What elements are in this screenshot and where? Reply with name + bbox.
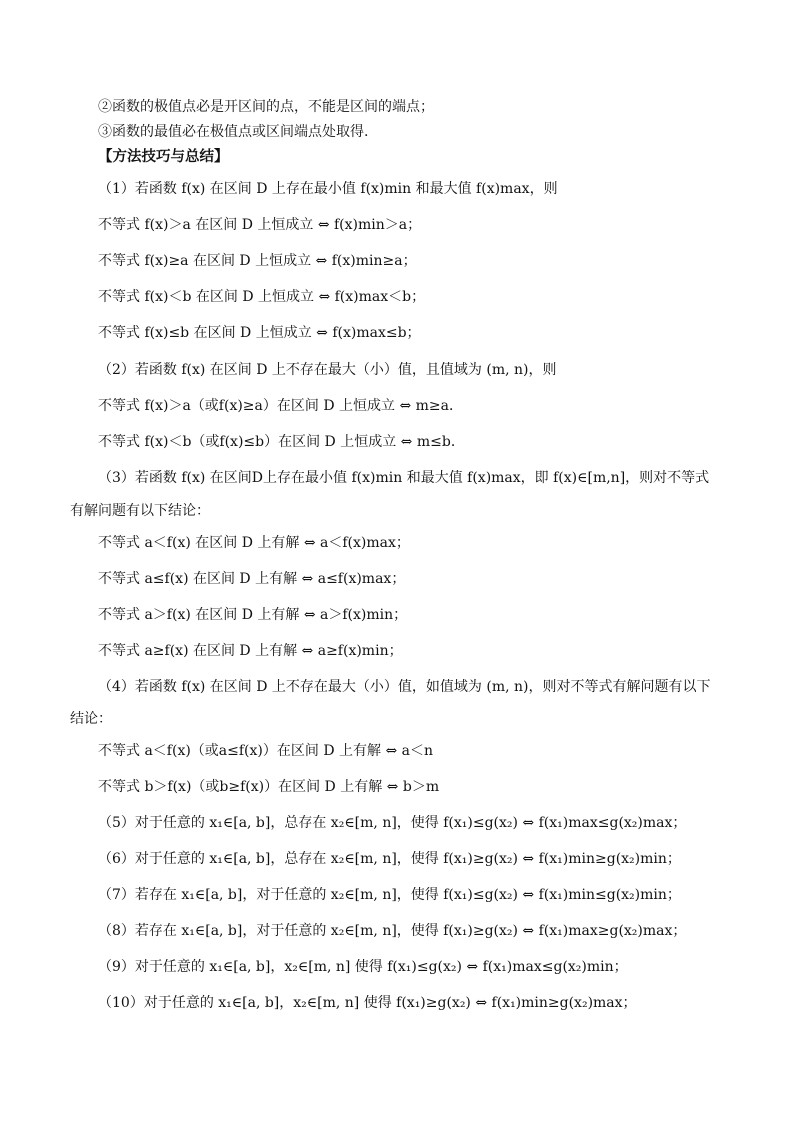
text-line-27: （10）对于任意的 x₁∈[a, b]，x₂∈[m, n] 使得 f(x₁)≥g(x₂) ⇔ f(x₁)min≥g(x₂)max； [98,995,637,1011]
text-line-20: 不等式 a＜f(x)（或a≤f(x)）在区间 D 上有解 ⇔ a＜n [98,743,433,759]
text-line-19: 结论： [70,711,112,727]
text-line-1: ②函数的极值点必是开区间的点，不能是区间的端点； [98,99,434,115]
text-line-6: 不等式 f(x)≥a 在区间 D 上恒成立 ⇔ f(x)min≥a； [98,253,417,269]
text-line-25: （8）若存在 x₁∈[a, b]，对于任意的 x₂∈[m, n]，使得 f(x₁)≥g(x₂) ⇔ f(x₁)max≥g(x₂)max； [98,923,687,939]
text-line-15: 不等式 a≤f(x) 在区间 D 上有解 ⇔ a≤f(x)max； [98,571,406,587]
text-line-2: ③函数的最值必在极值点或区间端点处取得. [98,124,369,140]
text-line-11: 不等式 f(x)＜b（或f(x)≤b）在区间 D 上恒成立 ⇔ m≤b． [98,434,465,450]
text-line-16: 不等式 a＞f(x) 在区间 D 上有解 ⇔ a＞f(x)min； [98,607,408,623]
text-line-5: 不等式 f(x)＞a 在区间 D 上恒成立 ⇔ f(x)min＞a； [98,217,422,233]
text-line-18: （4）若函数 f(x) 在区间 D 上不存在最大（小）值，如值域为 (m, n)，则对不等式有解问题有以下 [98,679,711,695]
text-line-4: （1）若函数 f(x) 在区间 D 上存在最小值 f(x)min 和最大值 f(x)max，则 [98,181,558,197]
text-line-12: （3）若函数 f(x) 在区间D上存在最小值 f(x)min 和最大值 f(x)max，即 f(x)∈[m,n]，则对不等式 [98,470,710,486]
text-line-21: 不等式 b＞f(x)（或b≥f(x)）在区间 D 上有解 ⇔ b＞m [98,779,440,795]
text-line-26: （9）对于任意的 x₁∈[a, b]，x₂∈[m, n] 使得 f(x₁)≤g(x₂) ⇔ f(x₁)max≤g(x₂)min； [98,959,628,975]
text-line-24: （7）若存在 x₁∈[a, b]，对于任意的 x₂∈[m, n]，使得 f(x₁)≤g(x₂) ⇔ f(x₁)min≤g(x₂)min； [98,887,681,903]
text-line-10: 不等式 f(x)＞a（或f(x)≥a）在区间 D 上恒成立 ⇔ m≥a． [98,398,463,414]
text-line-23: （6）对于任意的 x₁∈[a, b]，总存在 x₂∈[m, n]，使得 f(x₁)≥g(x₂) ⇔ f(x₁)min≥g(x₂)min； [98,851,681,867]
section-heading: 【方法技巧与总结】 [98,148,229,165]
text-line-7: 不等式 f(x)＜b 在区间 D 上恒成立 ⇔ f(x)max＜b； [98,289,426,305]
text-line-9: （2）若函数 f(x) 在区间 D 上不存在最大（小）值，且值域为 (m, n)，则 [98,362,557,378]
text-line-13: 有解问题有以下结论： [70,503,210,519]
text-line-17: 不等式 a≥f(x) 在区间 D 上有解 ⇔ a≥f(x)min； [98,643,403,659]
text-line-14: 不等式 a＜f(x) 在区间 D 上有解 ⇔ a＜f(x)max； [98,535,410,551]
text-line-22: （5）对于任意的 x₁∈[a, b]，总存在 x₂∈[m, n]，使得 f(x₁)≤g(x₂) ⇔ f(x₁)max≤g(x₂)max； [98,815,687,831]
text-line-8: 不等式 f(x)≤b 在区间 D 上恒成立 ⇔ f(x)max≤b； [98,325,421,341]
